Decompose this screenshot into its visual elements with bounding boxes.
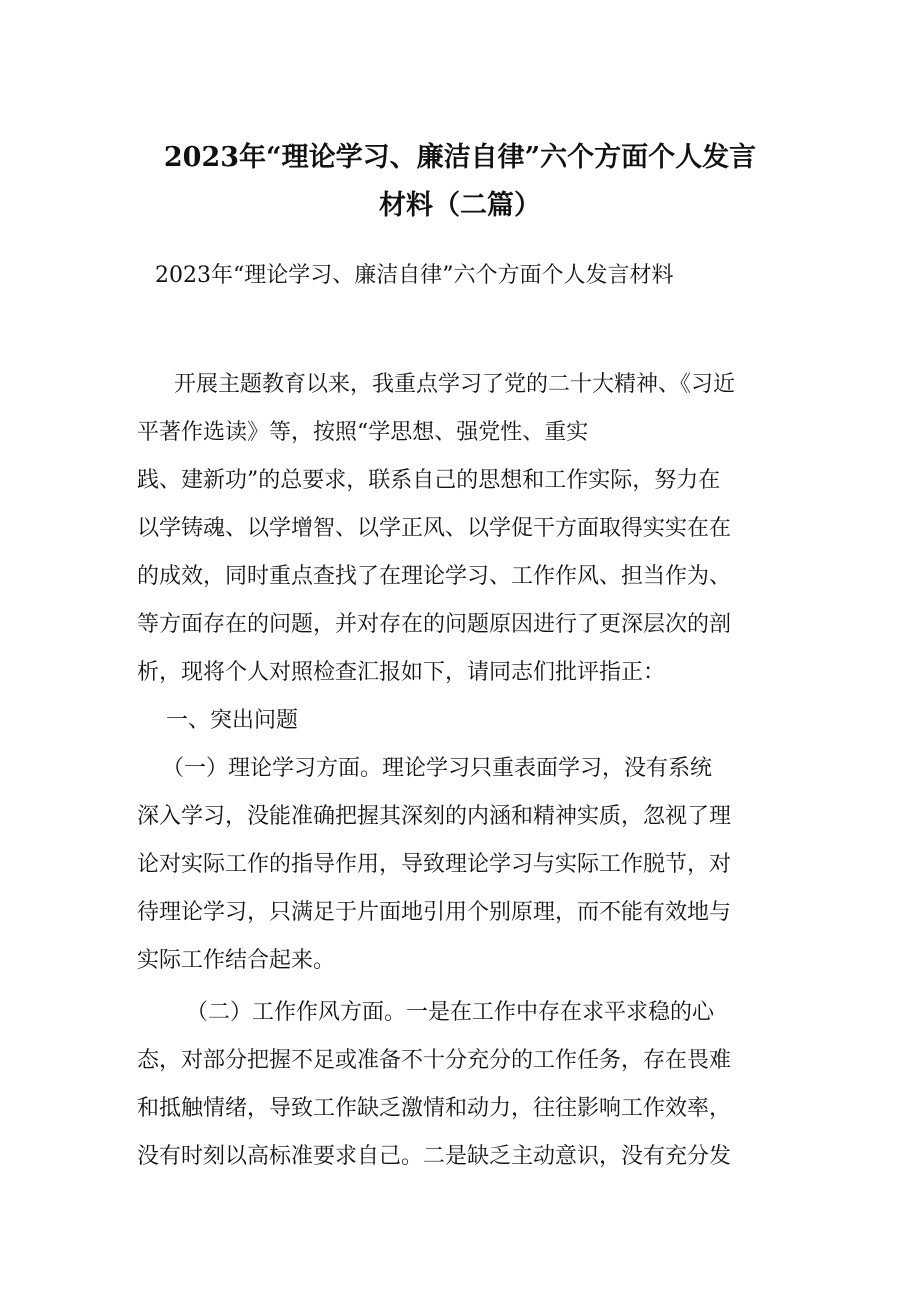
body-line: 和抵触情绪，导致工作缺乏激情和动力，往往影响工作效率，	[137, 1096, 732, 1121]
body-line: 待理论学习，只满足于片面地引用个别原理，而不能有效地与	[137, 900, 732, 925]
body-line: （一）理论学习方面。理论学习只重表面学习，没有系统	[162, 756, 713, 781]
body-line: 论对实际工作的指导作用，导致理论学习与实际工作脱节，对	[137, 852, 732, 877]
body-line: （二）工作作风方面。一是在工作中存在求平求稳的心	[186, 1000, 715, 1025]
body-line: 实际工作结合起来。	[137, 948, 336, 973]
body-line: 等方面存在的问题，并对存在的问题原因进行了更深层次的剖	[137, 612, 732, 637]
section-heading: 一、突出问题	[166, 708, 299, 733]
body-line: 深入学习，没能准确把握其深刻的内涵和精神实质，忽视了理	[137, 804, 732, 829]
body-line: 以学铸魂、以学增智、以学正风、以学促干方面取得实实在在	[137, 516, 732, 541]
body-line: 平著作选读》等，按照“学思想、强党性、重实	[137, 420, 589, 445]
body-line: 的成效，同时重点查找了在理论学习、工作作风、担当作为、	[137, 564, 732, 589]
document-subtitle: 2023年“理论学习、廉洁自律”六个方面个人发言材料	[155, 263, 674, 288]
body-line: 态，对部分把握不足或准备不十分充分的工作任务，存在畏难	[137, 1048, 732, 1073]
body-line: 践、建新功”的总要求，联系自己的思想和工作实际，努力在	[137, 468, 721, 493]
body-line: 析，现将个人对照检查汇报如下，请同志们批评指正：	[137, 660, 666, 685]
document-title-line-1: 2023年“理论学习、廉洁自律”六个方面个人发言	[163, 142, 757, 173]
body-line: 没有时刻以高标准要求自己。二是缺乏主动意识，没有充分发	[137, 1144, 732, 1169]
document-title-line-2: 材料（二篇）	[379, 190, 541, 221]
body-line: 开展主题教育以来，我重点学习了党的二十大精神、《习近	[174, 372, 736, 397]
